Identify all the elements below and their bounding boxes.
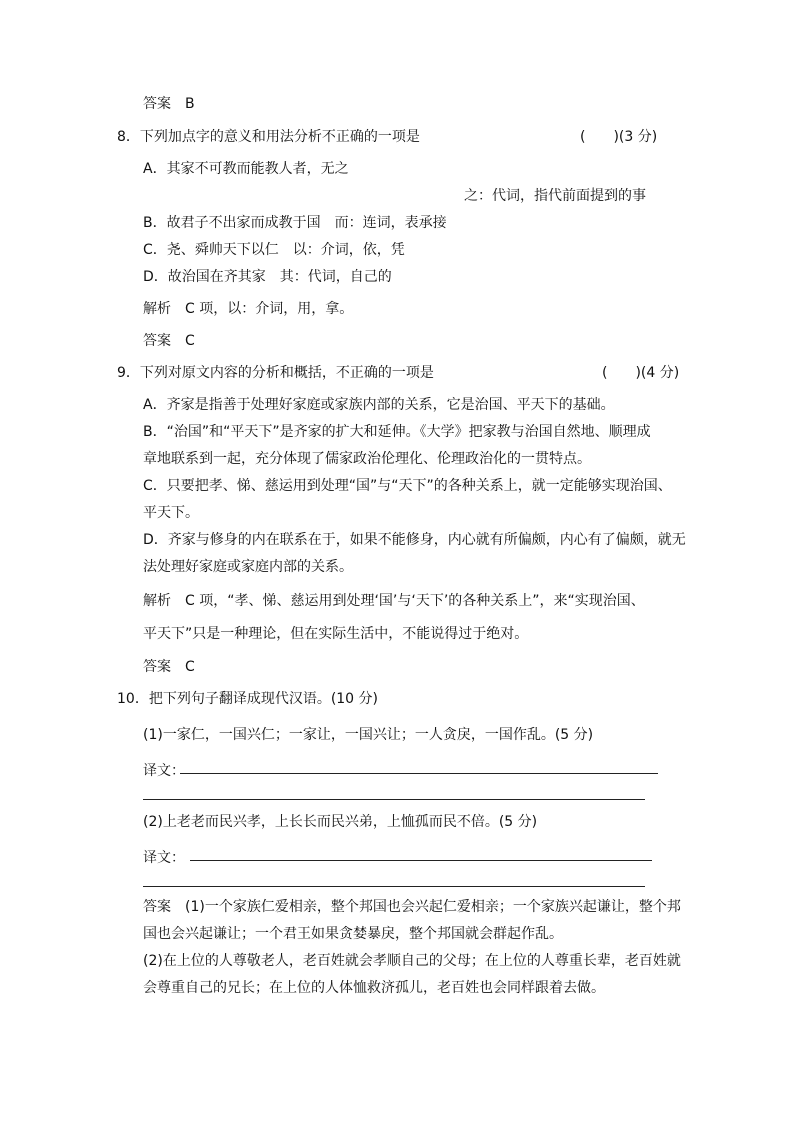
- q9-analysis-line2: 平天下”只是一种理论，但在实际生活中，不能说得过于绝对。: [143, 626, 529, 642]
- q10-translation-label-1: 译文：: [143, 763, 185, 779]
- q10-answer-line1: 答案 (1)一个家族仁爱相亲，整个邦国也会兴起仁爱相亲；一个家族兴起谦让，整个邦: [143, 899, 681, 915]
- q10-answer-line2: 国也会兴起谦让；一个君王如果贪婪暴戾，整个邦国就会群起作乱。: [143, 926, 563, 942]
- q10-sentence-1: (1)一家仁，一国兴仁；一家让，一国兴让；一人贪戾，一国作乱。(5 分): [143, 727, 594, 743]
- q8-option-c: C．尧、舜帅天下以仁 以：介词，依，凭: [143, 242, 405, 258]
- q8-option-b: B．故君子不出家而成教于国 而：连词，表承接: [143, 215, 447, 231]
- q9-stem: 9．下列对原文内容的分析和概括，不正确的一项是: [117, 365, 434, 381]
- q8-analysis: 解析 C 项，以：介词，用，拿。: [143, 301, 354, 317]
- q9-option-b-line1: B．“治国”和“平天下”是齐家的扩大和延伸。《大学》把家教与治国自然地、顺理成: [143, 424, 651, 440]
- translation-2-blank-line-b: [143, 886, 645, 887]
- translation-1-blank-line-b: [143, 799, 645, 800]
- q7-answer: 答案 B: [143, 96, 195, 112]
- q10-translation-label-2: 译文：: [143, 850, 185, 866]
- q8-option-d: D．故治国在齐其家 其：代词，自己的: [143, 269, 392, 285]
- q8-answer-paren: ( )(3 分): [580, 129, 658, 145]
- translation-1-blank-line-a: [180, 773, 658, 774]
- q8-stem: 8．下列加点字的意义和用法分析不正确的一项是: [117, 129, 420, 145]
- q9-analysis-line1: 解析 C 项，“孝、悌、慈运用到处理‘国’与‘天下’的各种关系上”，来“实现治国、: [143, 593, 645, 609]
- q9-option-b-line2: 章地联系到一起，充分体现了儒家政治伦理化、伦理政治化的一贯特点。: [143, 451, 591, 467]
- q8-option-a-note: 之：代词，指代前面提到的事: [464, 188, 646, 204]
- q10-stem: 10．把下列句子翻译成现代汉语。(10 分): [117, 691, 379, 707]
- q10-answer-line4: 会尊重自己的兄长；在上位的人体恤救济孤儿，老百姓也会同样跟着去做。: [143, 980, 605, 996]
- q9-answer: 答案 C: [143, 659, 195, 675]
- q9-option-c-line2: 平天下。: [143, 505, 199, 521]
- q9-option-a: A．齐家是指善于处理好家庭或家族内部的关系，它是治国、平天下的基础。: [143, 397, 615, 413]
- q10-answer-line3: (2)在上位的人尊敬老人，老百姓就会孝顺自己的父母；在上位的人尊重长辈，老百姓就: [143, 953, 681, 969]
- q9-option-d-line1: D．齐家与修身的内在联系在于，如果不能修身，内心就有所偏颇，内心有了偏颇，就无: [143, 532, 686, 548]
- q9-answer-paren: ( )(4 分): [602, 365, 680, 381]
- translation-2-blank-line-a: [190, 860, 652, 861]
- q10-sentence-2: (2)上老老而民兴孝，上长长而民兴弟，上恤孤而民不倍。(5 分): [143, 814, 538, 830]
- q8-option-a: A．其家不可教而能教人者，无之: [143, 161, 349, 177]
- q8-answer: 答案 C: [143, 333, 195, 349]
- q9-option-c-line1: C．只要把孝、悌、慈运用到处理“国”与“天下”的各种关系上，就一定能够实现治国、: [143, 478, 672, 494]
- q9-option-d-line2: 法处理好家庭或家庭内部的关系。: [143, 559, 353, 575]
